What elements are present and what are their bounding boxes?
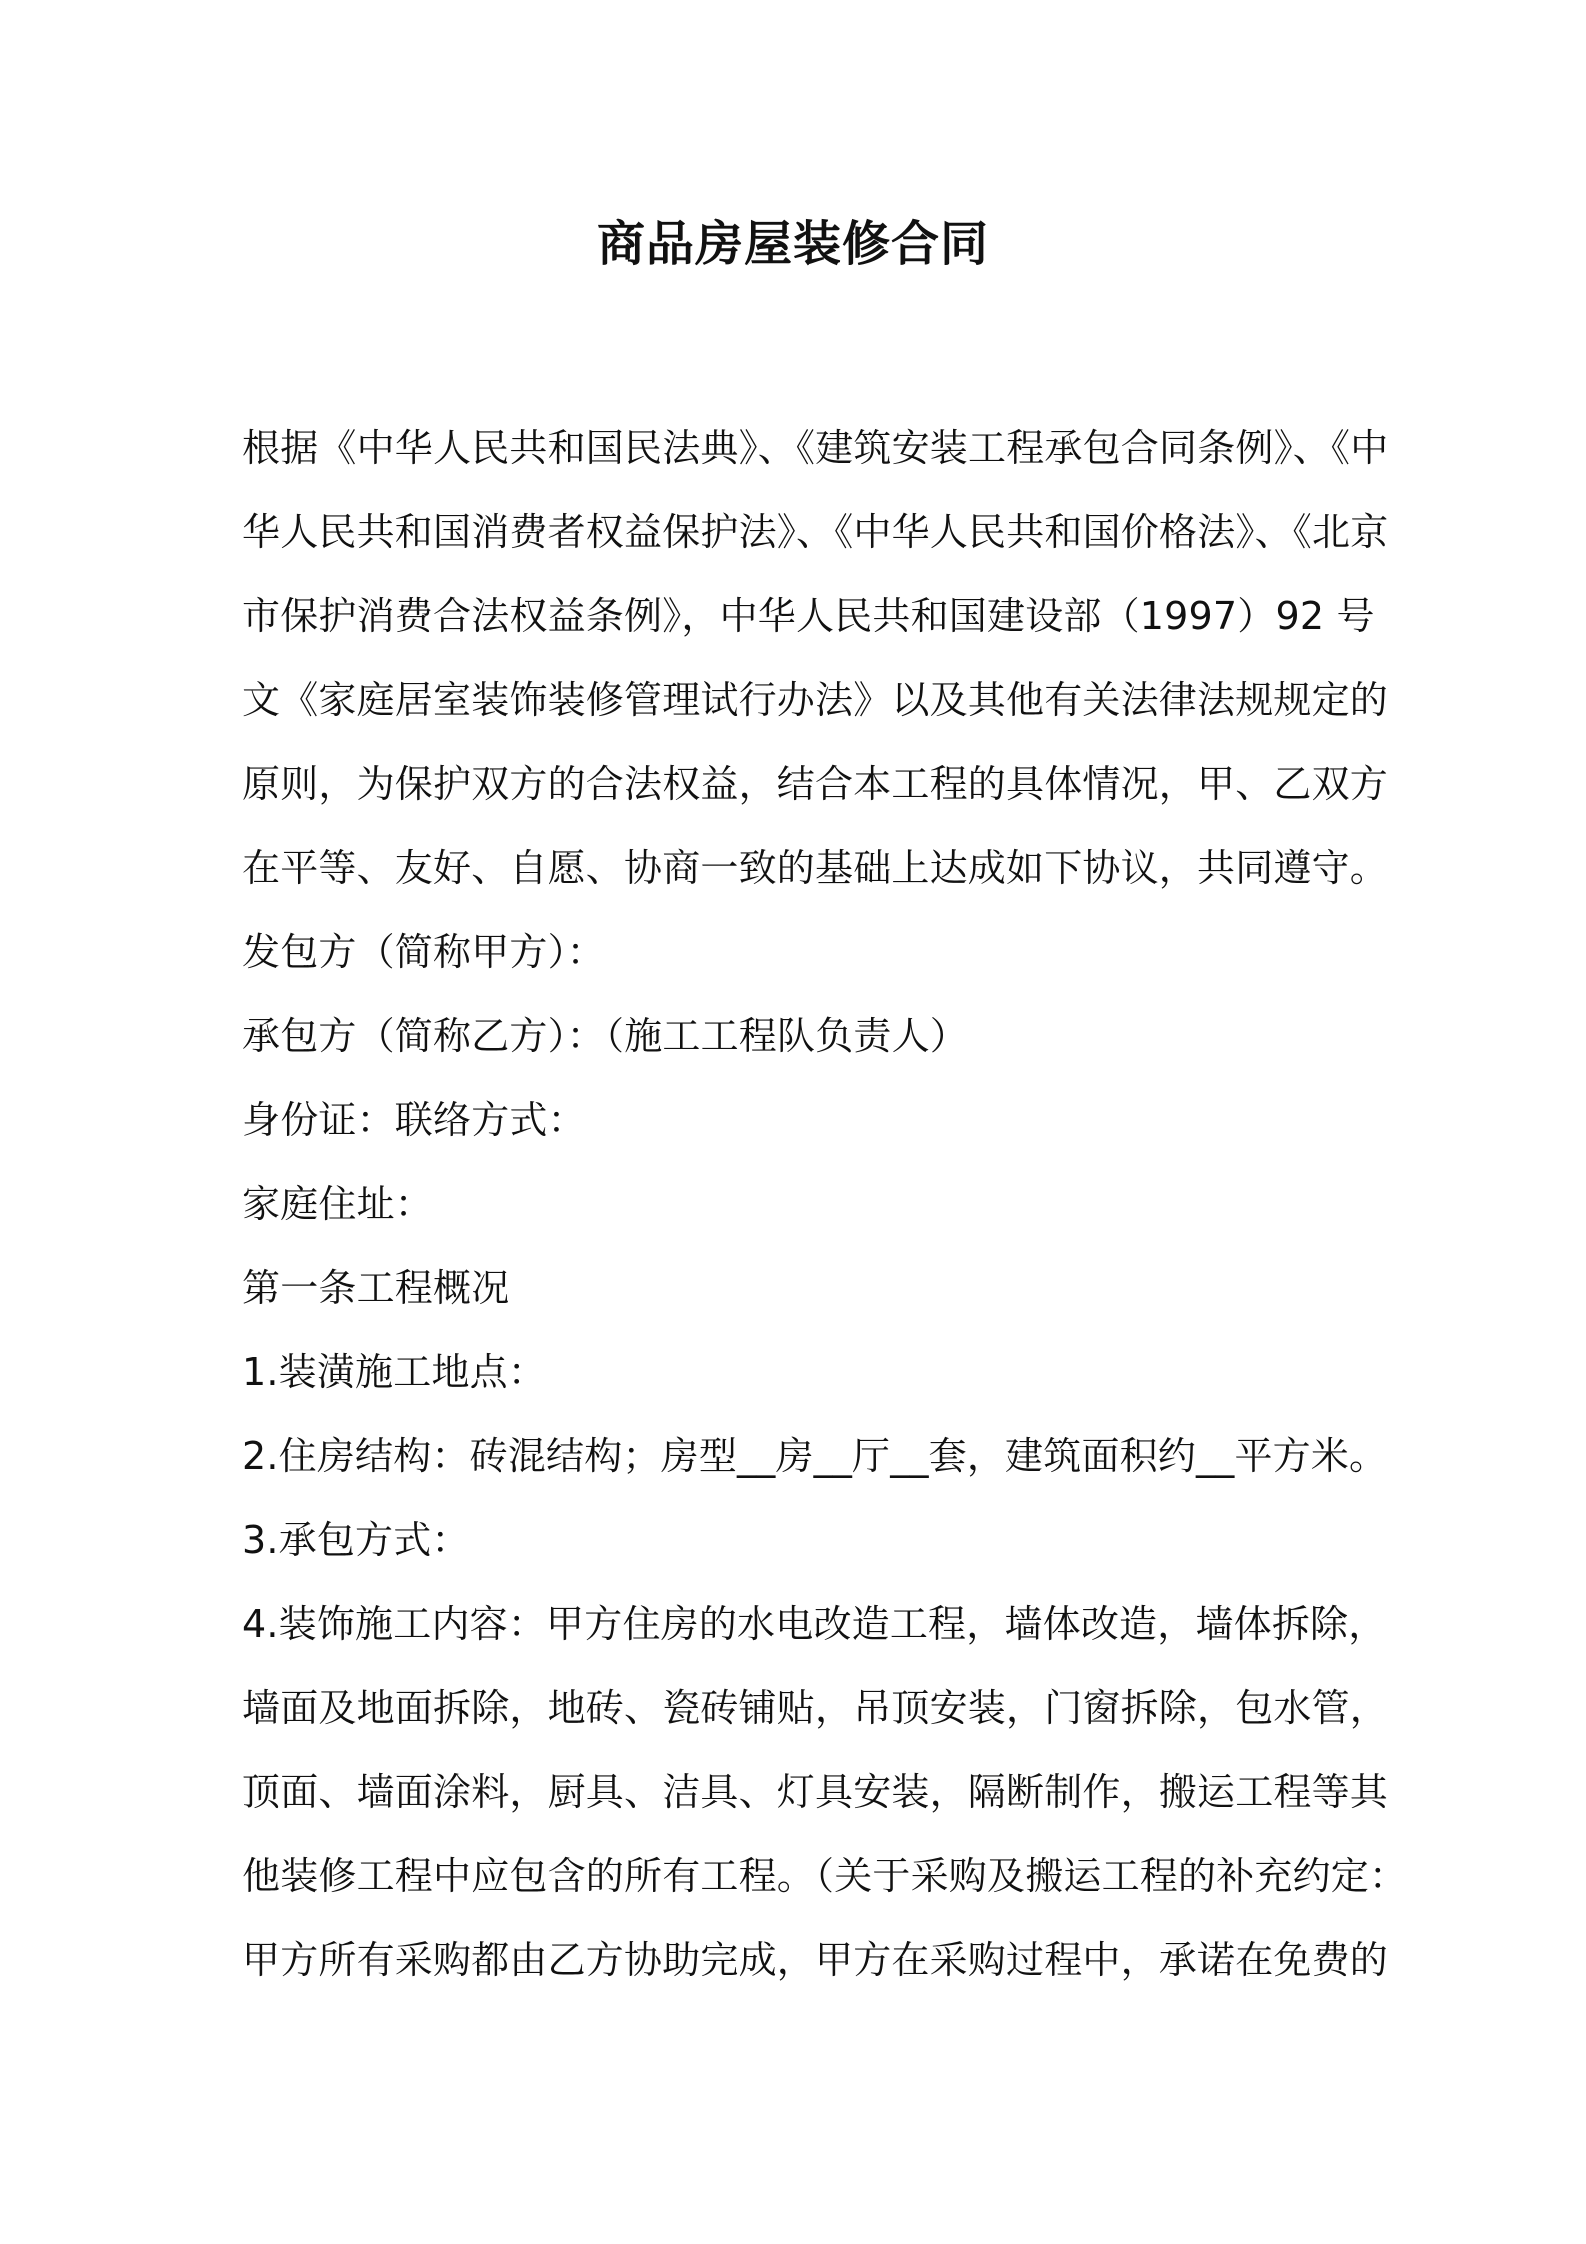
body-line: 市保护消费合法权益条例》，中华人民共和国建设部（1997）92 号 bbox=[242, 594, 1375, 638]
body-line: 在平等、友好、自愿、协商一致的基础上达成如下协议，共同遵守。 bbox=[242, 846, 1389, 890]
body-line: 甲方所有采购都由乙方协助完成，甲方在采购过程中，承诺在免费的 bbox=[242, 1938, 1389, 1982]
contractor-field: 承包方（简称乙方）：（施工工程队负责人） bbox=[242, 1014, 969, 1058]
clause-item: 2.住房结构：砖混结构；房型__房__厅__套，建筑面积约__平方米。 bbox=[242, 1434, 1388, 1478]
document-title: 商品房屋装修合同 bbox=[596, 216, 989, 272]
id-contact-field: 身份证：联络方式： bbox=[242, 1098, 586, 1142]
body-line: 墙面及地面拆除，地砖、瓷砖铺贴，吊顶安装，门窗拆除，包水管， bbox=[242, 1686, 1389, 1730]
clause-item: 1.装潢施工地点： bbox=[242, 1350, 547, 1394]
home-address-field: 家庭住址： bbox=[242, 1182, 434, 1226]
employer-field: 发包方（简称甲方）： bbox=[242, 930, 606, 974]
body-line: 顶面、墙面涂料，厨具、洁具、灯具安装，隔断制作，搬运工程等其 bbox=[242, 1770, 1389, 1814]
body-line: 原则，为保护双方的合法权益，结合本工程的具体情况，甲、乙双方 bbox=[242, 762, 1389, 806]
document-body bbox=[242, 406, 1408, 2002]
clause-item: 4.装饰施工内容：甲方住房的水电改造工程，墙体改造，墙体拆除， bbox=[242, 1602, 1387, 1646]
body-line: 文《家庭居室装饰装修管理试行办法》以及其他有关法律法规规定的 bbox=[242, 678, 1389, 722]
clause-item: 3.承包方式： bbox=[242, 1518, 470, 1562]
section-heading: 第一条工程概况 bbox=[242, 1266, 510, 1310]
body-line: 根据《中华人民共和国民法典》、《建筑安装工程承包合同条例》、《中 bbox=[242, 426, 1389, 470]
body-line: 华人民共和国消费者权益保护法》、《中华人民共和国价格法》、《北京 bbox=[242, 510, 1389, 554]
body-line: 他装修工程中应包含的所有工程。（关于采购及搬运工程的补充约定： bbox=[242, 1854, 1408, 1898]
